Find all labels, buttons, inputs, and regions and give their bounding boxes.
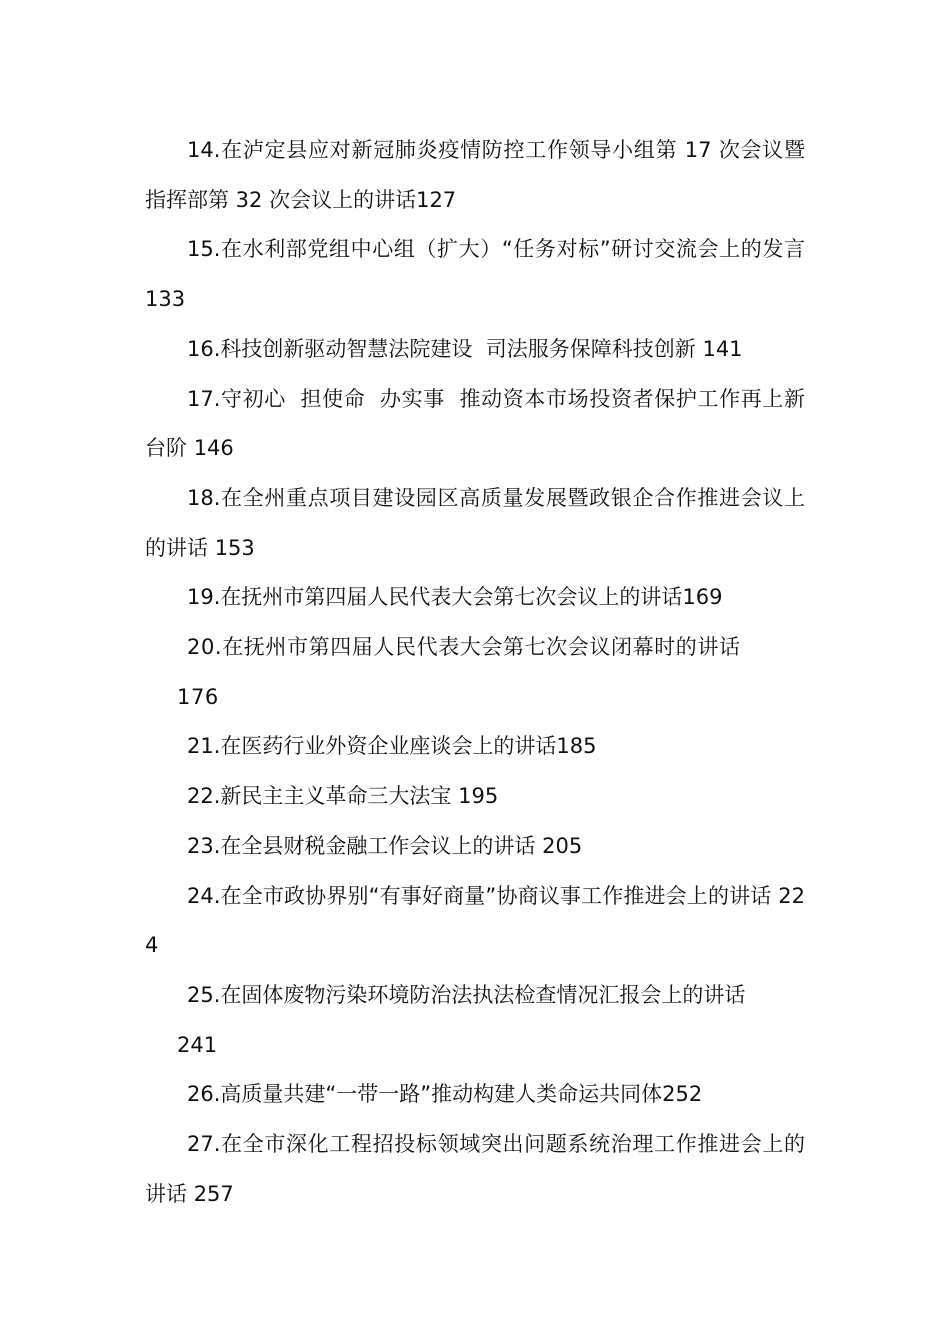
toc-entry-page: 252 [662,1082,703,1107]
toc-entry-number: 23. [187,833,221,858]
toc-entry-number: 22. [187,784,221,809]
toc-entry-page: 146 [193,436,234,461]
toc-entry-title: 在医药行业外资企业座谈会上的讲话 [220,734,557,759]
toc-entry-21 [145,722,805,772]
toc-entry-page: 195 [458,784,499,809]
toc-entry-17 [145,375,805,474]
toc-entry-title: 在水利部党组中心组（扩大）“任务对标”研讨交流会上的发言 [220,237,805,262]
toc-entry-title: 新民主主义革命三大法宝 [220,784,452,809]
toc-entry-number: 15. [187,237,221,262]
toc-entry-title: 在泸定县应对新冠肺炎疫情防控工作领导小组第 17 次会议暨指挥部第 32 次会议上的讲话 [145,138,805,212]
toc-entry-23 [145,822,805,872]
toc-entry-page: 241 [177,1032,218,1057]
toc-entry-number: 24. [187,883,221,908]
toc-entry-27 [145,1120,805,1219]
toc-entry-page: 185 [556,734,597,759]
toc-entry-title: 高质量共建“一带一路”推动构建人类命运共同体 [220,1082,663,1107]
toc-entry-number: 27. [187,1132,221,1157]
toc-entry-14 [145,126,805,225]
toc-entry-title: 在抚州市第四届人民代表大会第七次会议上的讲话 [220,585,683,610]
toc-entry-page: 205 [542,833,583,858]
toc-entry-page: 153 [214,535,255,560]
toc-entry-number: 14. [187,138,221,162]
toc-entry-16 [145,325,805,375]
toc-entry-page: 257 [193,1181,234,1206]
toc-entry-number: 17. [187,386,221,411]
toc-entry-page: 176 [177,684,219,709]
toc-entry-number: 21. [187,734,221,759]
toc-entry-page: 141 [702,336,743,361]
toc-entry-page: 127 [416,187,457,212]
toc-entry-page: 224 [145,883,805,958]
toc-entry-number: 18. [187,485,221,510]
toc-entry-number: 26. [187,1082,221,1107]
toc-entry-page: 169 [682,585,723,610]
toc-entry-number: 16. [187,336,221,361]
toc-entry-15 [145,225,805,324]
toc-entry-18 [145,474,805,573]
toc-entry-title: 在全县财税金融工作会议上的讲话 [220,833,536,858]
toc-entry-title: 在抚州市第四届人民代表大会第七次会议闭幕时的讲话 [222,635,741,660]
toc-entry-title: 在全州重点项目建设园区高质量发展暨政银企合作推进会议上的讲话 [145,485,805,560]
toc-entry-title: 在固体废物污染环境防治法执法检查情况汇报会上的讲话 [220,982,746,1007]
toc-entry-title: 在全市深化工程招投标领域突出问题系统治理工作推进会上的讲话 [145,1132,805,1206]
toc-entry-title: 守初心 担使命 办实事 推动资本市场投资者保护工作再上新台阶 [145,386,805,461]
toc-entry-number: 20. [187,635,223,660]
toc-entry-number: 19. [187,585,221,610]
toc-entry-number: 25. [187,982,221,1007]
toc-entry-24 [145,872,805,971]
toc-entry-title: 在全市政协界别“有事好商量”协商议事工作推进会上的讲话 [220,883,772,908]
toc-entry-page: 133 [145,287,186,312]
toc-entry-title: 科技创新驱动智慧法院建设 司法服务保障科技创新 [220,336,696,361]
toc-entry-19 [145,573,805,623]
table-of-contents [145,126,805,1219]
toc-entry-26 [145,1070,805,1120]
toc-entry-20 [145,623,805,722]
toc-entry-22 [145,772,805,822]
toc-entry-25 [145,971,805,1070]
